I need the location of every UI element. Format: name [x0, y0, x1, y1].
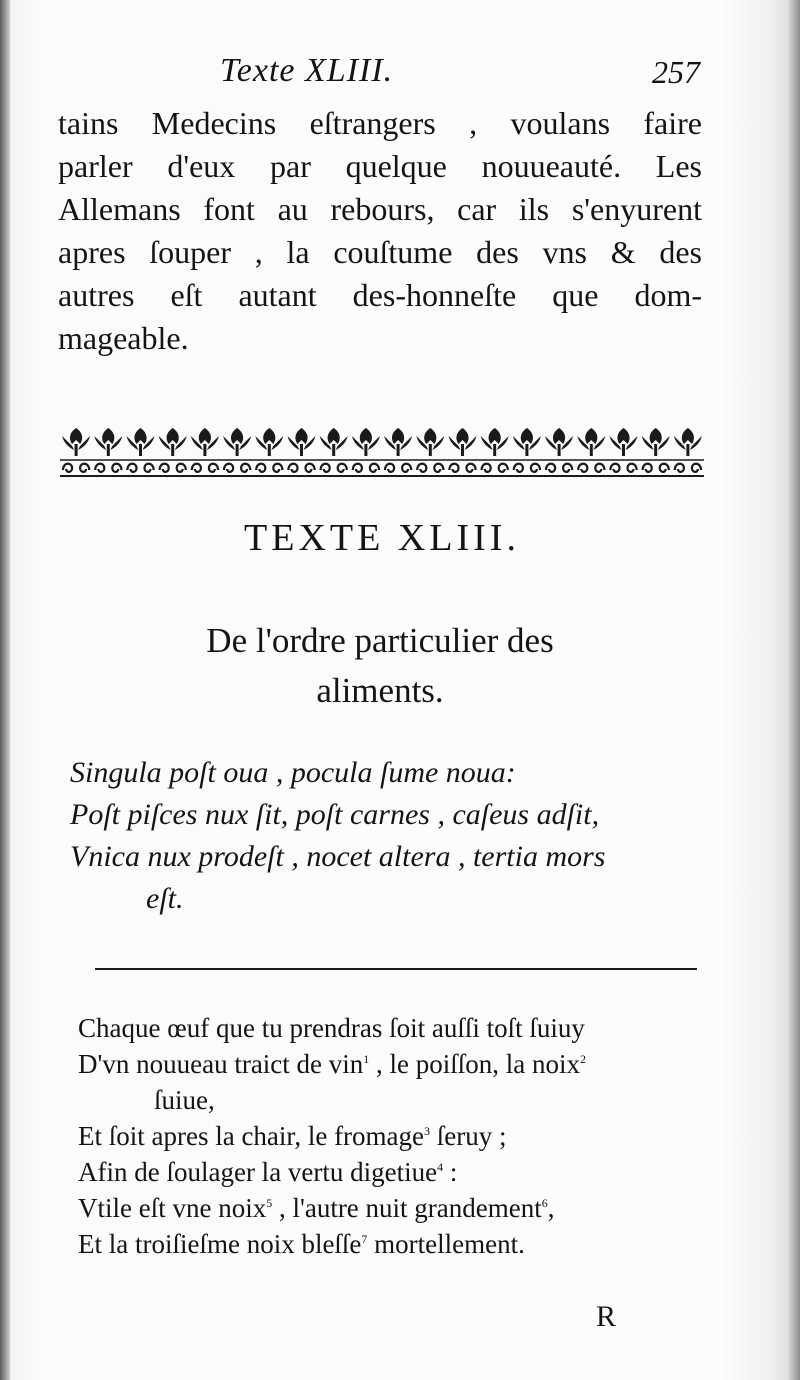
- fleuron-motif: [191, 428, 219, 456]
- fleuron-motif: [127, 428, 155, 456]
- verse-text: , l'autre nuit grandement: [272, 1193, 542, 1223]
- fleuron-motif: [416, 428, 444, 456]
- fleuron-motif: [320, 428, 348, 456]
- fleuron-motif: [255, 428, 283, 456]
- verse-line: [78, 1046, 718, 1082]
- fleuron-motif: [449, 428, 477, 456]
- subheading-line: De l'ordre particulier des: [206, 621, 554, 660]
- verse-line: Singula poſt oua , pocula ſume noua:: [70, 756, 516, 789]
- verse-text: ſeruy ;: [430, 1121, 507, 1151]
- scroll-motif: [321, 464, 347, 472]
- scroll-motif: [353, 464, 379, 472]
- signature-mark: R: [596, 1300, 617, 1333]
- section-heading: TEXTE XLIII.: [244, 517, 520, 559]
- verse-text: ſuiue,: [154, 1085, 215, 1115]
- french-verse: [78, 1010, 718, 1262]
- footnote-mark: 4: [437, 1160, 444, 1174]
- verse-text: Afin de ſoulager la vertu digetiue: [78, 1157, 438, 1187]
- scroll-motif: [578, 464, 604, 472]
- footnote-mark: 6: [541, 1196, 548, 1210]
- latin-verse: [70, 752, 710, 920]
- fleuron-motif: [545, 428, 573, 456]
- footnote-mark: 2: [580, 1052, 587, 1066]
- footnote-mark: 5: [266, 1196, 273, 1210]
- verse-line: [78, 1154, 718, 1190]
- verse-text: , le poiſſon, la noix: [369, 1049, 581, 1079]
- scroll-motif: [385, 464, 411, 472]
- fleuron-motif: [288, 428, 316, 456]
- scroll-motif: [95, 464, 121, 472]
- verse-line: [78, 1082, 718, 1118]
- verse-text: Et ſoit apres la chair, le fromage: [78, 1121, 425, 1151]
- scroll-motif: [643, 464, 669, 472]
- fleuron-motif: [352, 428, 380, 456]
- scroll-motif: [256, 464, 282, 472]
- fleuron-motif: [223, 428, 251, 456]
- scroll-motif: [675, 464, 701, 472]
- fleuron-motif: [481, 428, 509, 456]
- fleuron-motif: [94, 428, 122, 456]
- verse-line: [78, 1226, 718, 1262]
- body-line: tains Medecins eſtrangers , voulans faire: [58, 105, 702, 141]
- body-line: mageable.: [58, 320, 189, 356]
- fleuron-band-ornament-icon: [60, 424, 704, 480]
- body-line: Allemans font au rebours, car ils s'enyurent: [58, 191, 702, 227]
- verse-line: [78, 1190, 718, 1226]
- scroll-motif: [482, 464, 508, 472]
- fleuron-motif: [642, 428, 670, 456]
- scroll-motif: [127, 464, 153, 472]
- footnote-mark: 1: [363, 1052, 370, 1066]
- footnote-mark: 7: [361, 1232, 368, 1246]
- page-number: 257: [652, 54, 700, 90]
- verse-line: [78, 1010, 718, 1046]
- page-edge-shadow: [788, 0, 800, 1380]
- scroll-motif: [160, 464, 186, 472]
- scroll-motif: [546, 464, 572, 472]
- page-gutter-shadow: [0, 0, 10, 1380]
- body-paragraph: [58, 102, 702, 360]
- scroll-motif: [417, 464, 443, 472]
- fleuron-motif: [674, 428, 702, 456]
- verse-text: ,: [547, 1193, 555, 1223]
- verse-line: Poſt piſces nux ſit, poſt carnes , caſeus adſit,: [70, 798, 600, 831]
- running-head: [60, 52, 700, 102]
- section-subheading: [100, 616, 660, 716]
- scroll-motif: [514, 464, 540, 472]
- body-line: apres ſouper , la couſtume des vns & des: [58, 234, 702, 270]
- scroll-motif: [288, 464, 314, 472]
- body-line: parler d'eux par quelque nouueauté. Les: [58, 148, 702, 184]
- fleuron-motif: [610, 428, 638, 456]
- fleuron-motif: [62, 428, 90, 456]
- verse-text: D'vn nouueau traict de vin: [78, 1049, 364, 1079]
- running-head-title: Texte XLIII.: [220, 52, 394, 89]
- scroll-motif: [224, 464, 250, 472]
- verse-text: Et la troiſieſme noix bleſſe: [78, 1229, 362, 1259]
- footnote-mark: 3: [424, 1124, 431, 1138]
- verse-text: mortellement.: [367, 1229, 525, 1259]
- horizontal-rule: [95, 968, 697, 970]
- verse-line: [78, 1118, 718, 1154]
- verse-text: Vtile eſt vne noix: [78, 1193, 267, 1223]
- body-line: autres eſt autant des-honneſte que dom-: [58, 277, 702, 313]
- fleuron-motif: [577, 428, 605, 456]
- scroll-motif: [192, 464, 218, 472]
- verse-line: Vnica nux prodeſt , nocet altera , tertia mors: [70, 840, 606, 873]
- scroll-motif: [449, 464, 475, 472]
- verse-line: eſt.: [146, 882, 184, 915]
- scroll-motif: [610, 464, 636, 472]
- subheading-line: aliments.: [316, 671, 444, 710]
- fleuron-motif: [384, 428, 412, 456]
- scroll-motif: [63, 464, 89, 472]
- verse-text: :: [443, 1157, 458, 1187]
- fleuron-motif: [513, 428, 541, 456]
- verse-text: Chaque œuf que tu prendras ſoit auſſi toſt ſuiuy: [78, 1013, 585, 1043]
- fleuron-motif: [159, 428, 187, 456]
